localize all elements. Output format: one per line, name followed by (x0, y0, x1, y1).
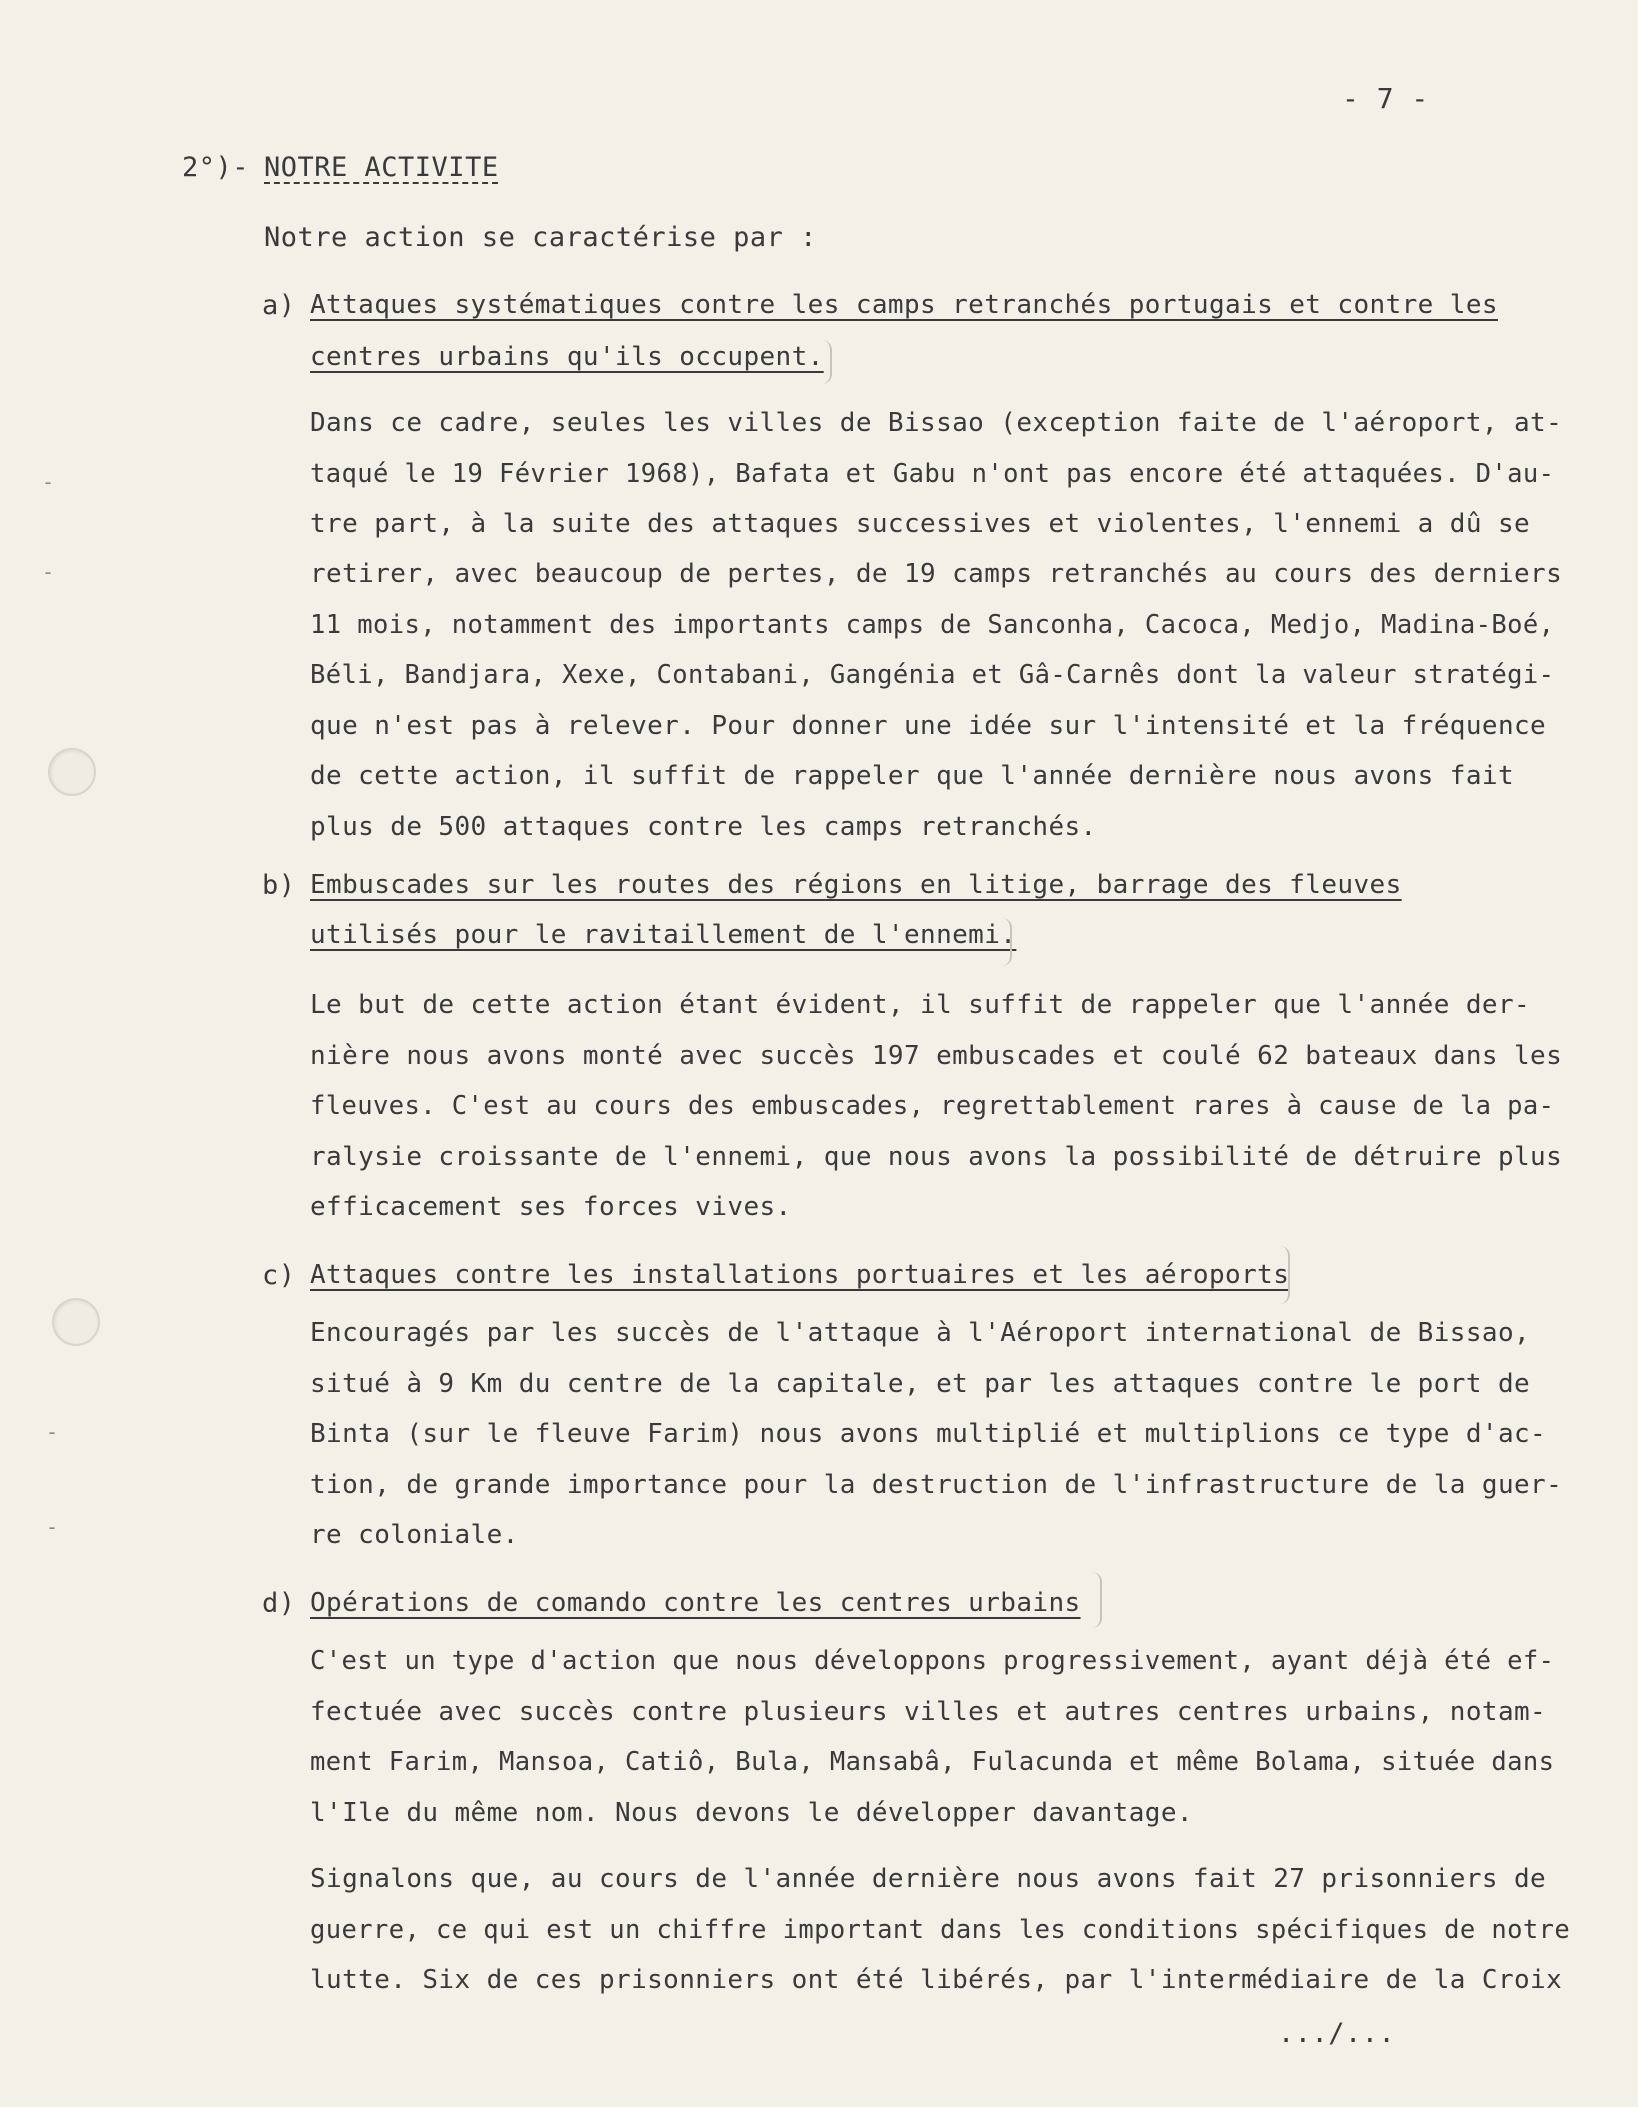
body-line: re coloniale. (310, 1520, 519, 1550)
body-line: l'Ile du même nom. Nous devons le développer davantage. (310, 1798, 1193, 1828)
item-letter-b: b) (262, 870, 296, 901)
body-line: tion, de grande importance pour la destruction de l'infrastructure de la guer- (310, 1470, 1563, 1500)
item-a-heading-cont: centres urbains qu'ils occupent. (310, 342, 824, 372)
body-line: Binta (sur le fleuve Farim) nous avons multiplié et multiplions ce type d'ac- (310, 1419, 1547, 1449)
section-number: 2°)- (182, 152, 250, 183)
annotation-bracket (1278, 1246, 1290, 1304)
margin-mark: - (42, 470, 55, 494)
body-line: efficacement ses forces vives. (310, 1192, 792, 1222)
margin-mark: - (46, 1420, 59, 1444)
section-title: NOTRE ACTIVITE (264, 152, 499, 183)
body-line: de cette action, il suffit de rappeler que l'année dernière nous avons fait (310, 761, 1514, 791)
body-line: nière nous avons monté avec succès 197 embuscades et coulé 62 bateaux dans les (310, 1041, 1563, 1071)
item-letter-c: c) (262, 1260, 296, 1291)
page-number: - 7 - (1342, 82, 1429, 115)
body-line: taqué le 19 Février 1968), Bafata et Gabu n'ont pas encore été attaquées. D'au- (310, 459, 1555, 489)
body-line: ralysie croissante de l'ennemi, que nous avons la possibilité de détruire plus (310, 1142, 1563, 1172)
body-line: Dans ce cadre, seules les villes de Bissao (exception faite de l'aéroport, at- (310, 408, 1563, 438)
body-line: Béli, Bandjara, Xexe, Contabani, Gangénia et Gâ-Carnês dont la valeur stratégi- (310, 660, 1555, 690)
annotation-bracket (1000, 918, 1012, 966)
body-line: guerre, ce qui est un chiffre important dans les conditions spécifiques de notre (310, 1915, 1571, 1945)
body-line: ment Farim, Mansoa, Catiô, Bula, Mansabâ, Fulacunda et même Bolama, située dans (310, 1747, 1555, 1777)
item-b-heading-cont: utilisés pour le ravitaillement de l'ennemi. (310, 920, 1017, 950)
item-letter-a: a) (262, 290, 296, 321)
body-line: situé à 9 Km du centre de la capitale, et par les attaques contre le port de (310, 1369, 1531, 1399)
item-a-heading: Attaques systématiques contre les camps retranchés portugais et contre les (310, 290, 1498, 320)
item-letter-d: d) (262, 1588, 296, 1619)
section-intro: Notre action se caractérise par : (264, 222, 817, 253)
body-line: lutte. Six de ces prisonniers ont été libérés, par l'intermédiaire de la Croix (310, 1965, 1563, 1995)
item-d-heading: Opérations de comando contre les centres urbains (310, 1588, 1081, 1618)
item-b-heading: Embuscades sur les routes des régions en litige, barrage des fleuves (310, 870, 1402, 900)
body-line: que n'est pas à relever. Pour donner une idée sur l'intensité et la fréquence (310, 711, 1547, 741)
body-line: fleuves. C'est au cours des embuscades, regrettablement rares à cause de la pa- (310, 1091, 1555, 1121)
continuation-mark: .../... (1278, 2018, 1396, 2049)
body-line: Signalons que, au cours de l'année dernière nous avons fait 27 prisonniers de (310, 1864, 1547, 1894)
body-line: C'est un type d'action que nous développons progressivement, ayant déjà été ef- (310, 1646, 1555, 1676)
body-line: tre part, à la suite des attaques successives et violentes, l'ennemi a dû se (310, 509, 1531, 539)
punch-hole-top (48, 748, 96, 796)
body-line: Encouragés par les succès de l'attaque à l'Aéroport international de Bissao, (310, 1318, 1531, 1348)
body-line: plus de 500 attaques contre les camps retranchés. (310, 812, 1097, 842)
annotation-bracket (820, 340, 832, 384)
body-line: fectuée avec succès contre plusieurs villes et autres centres urbains, notam- (310, 1697, 1547, 1727)
body-line: 11 mois, notamment des importants camps de Sanconha, Cacoca, Medjo, Madina-Boé, (310, 610, 1555, 640)
margin-mark: - (42, 560, 55, 584)
item-c-heading: Attaques contre les installations portuaires et les aéroports (310, 1260, 1290, 1290)
annotation-bracket (1090, 1572, 1102, 1628)
body-line: Le but de cette action étant évident, il suffit de rappeler que l'année der- (310, 990, 1531, 1020)
punch-hole-bottom (52, 1298, 100, 1346)
body-line: retirer, avec beaucoup de pertes, de 19 camps retranchés au cours des derniers (310, 559, 1563, 589)
margin-mark: - (46, 1515, 59, 1539)
